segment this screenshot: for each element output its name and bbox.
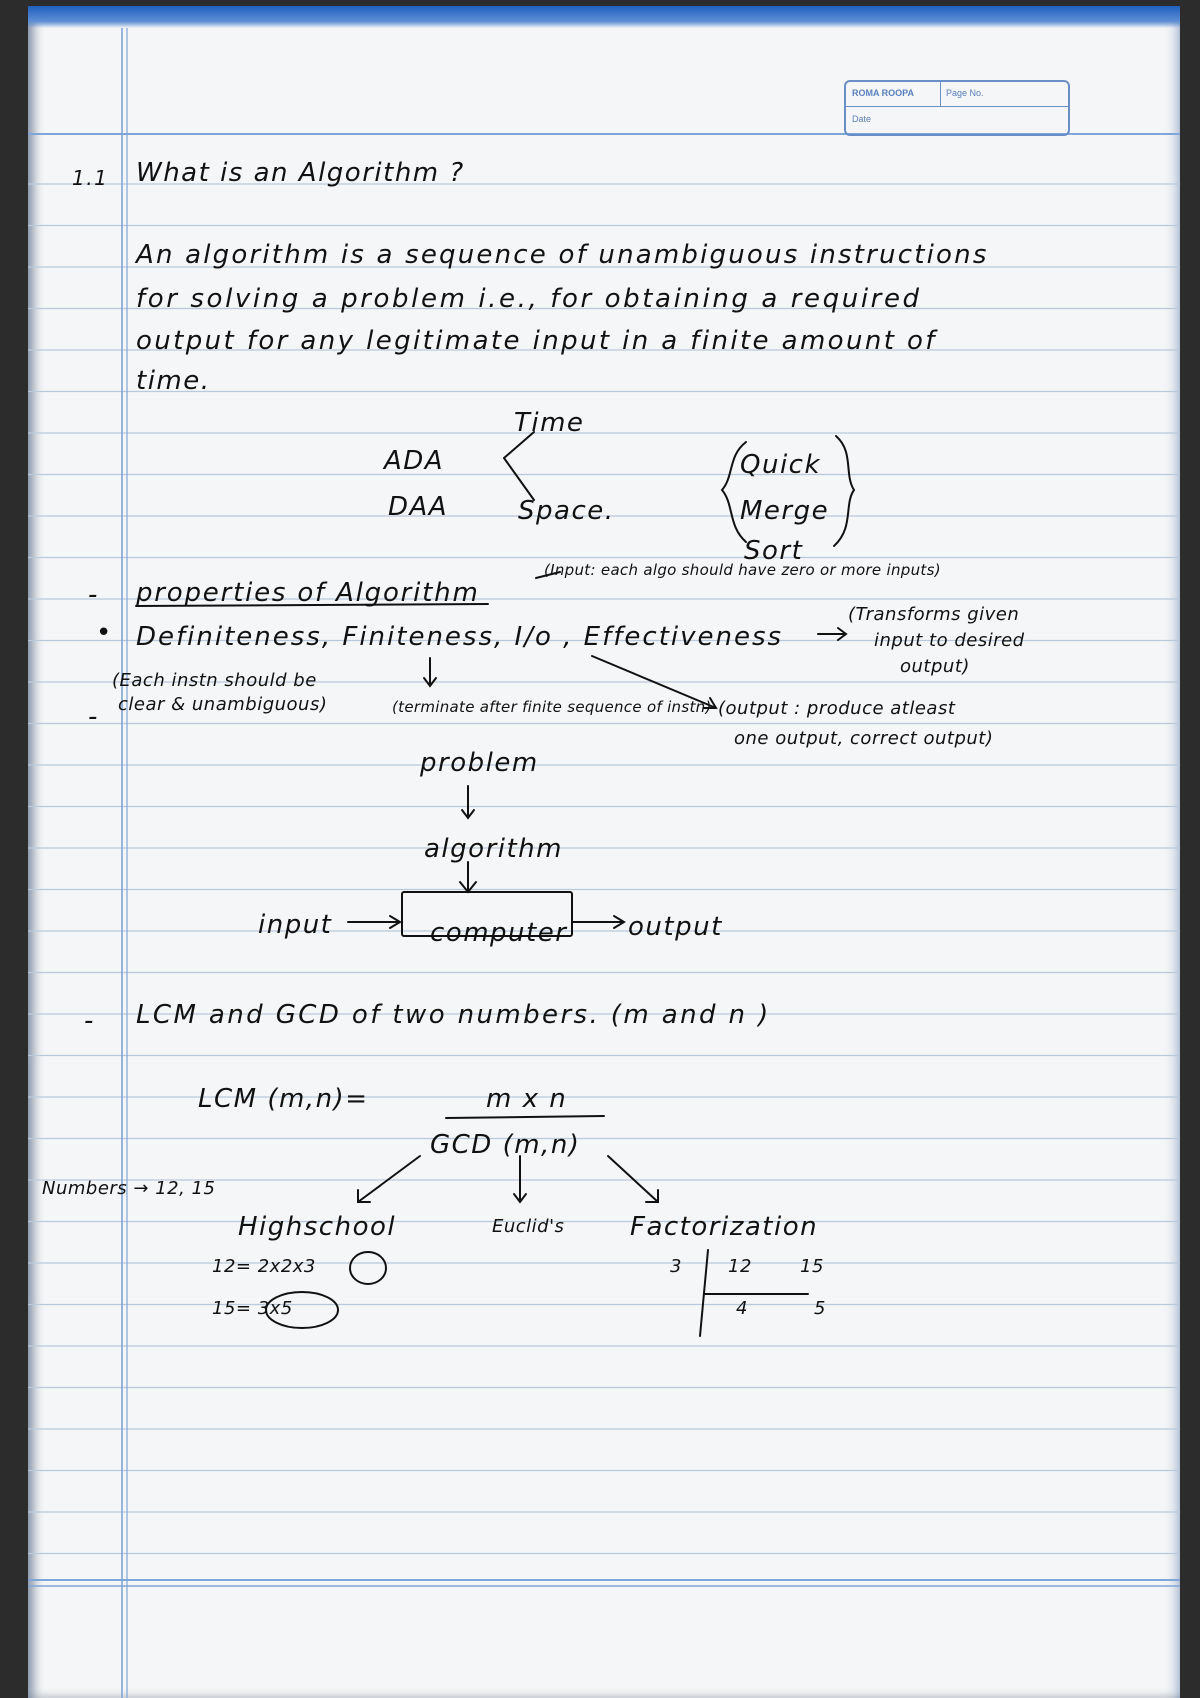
lcm-denominator: GCD (m,n) [430, 1130, 581, 1160]
finiteness-note: (terminate after finite sequence of instn) [392, 698, 712, 716]
effectiveness-note-3: output) [900, 656, 970, 677]
factor-row1-b: 15 [800, 1256, 824, 1277]
bullet-dot: • [96, 618, 113, 648]
factor-divisor: 3 [670, 1256, 682, 1277]
definiteness-note-1: (Each instn should be [112, 670, 317, 691]
lcm-heading: LCM and GCD of two numbers. (m and n ) [136, 1000, 771, 1030]
flow-problem: problem [420, 748, 539, 778]
date-label: Date [852, 114, 872, 124]
ada-label: ADA [384, 446, 445, 476]
definiteness-note-2: clear & unambiguous) [118, 694, 328, 715]
method-factorization: Factorization [630, 1212, 819, 1242]
factor-row2-a: 4 [736, 1298, 748, 1319]
numbers-label: Numbers → 12, 15 [42, 1178, 216, 1199]
daa-label: DAA [388, 492, 449, 522]
flow-input: input [258, 910, 333, 940]
bullet-dash: - [88, 580, 99, 610]
page-no-label: Page No. [946, 88, 984, 98]
output-note-1: (output : produce atleast [718, 698, 956, 719]
effectiveness-note-2: input to desired [874, 630, 1025, 651]
page-header-stamp [844, 80, 1070, 136]
bullet-dash: - [88, 702, 99, 732]
highschool-12: 12= 2x2x3 [212, 1256, 316, 1277]
definition-line-1: An algorithm is a sequence of unambiguous instructions [136, 240, 989, 270]
brand-label: ROMA ROOPA [852, 88, 914, 98]
lcm-numerator: m x n [486, 1084, 568, 1114]
flow-computer: computer [430, 918, 568, 948]
definition-line-2: for solving a problem i.e., for obtaining a required [136, 284, 922, 314]
factor-row2-b: 5 [814, 1298, 826, 1319]
sort-merge: Merge [740, 496, 830, 526]
properties-heading: properties of Algorithm [136, 578, 480, 608]
flow-output: output [628, 912, 723, 942]
factor-row1-a: 12 [728, 1256, 752, 1277]
io-note: (Input: each algo should have zero or more inputs) [544, 561, 941, 579]
definition-line-3: output for any legitimate input in a finite amount of [136, 326, 937, 356]
lcm-formula-left: LCM (m,n)= [198, 1084, 369, 1114]
method-highschool: Highschool [238, 1212, 397, 1242]
flow-algorithm: algorithm [424, 834, 563, 864]
notebook-page [28, 6, 1180, 1698]
bullet-dash: - [84, 1006, 95, 1036]
method-euclid: Euclid's [492, 1216, 565, 1237]
branch-time: Time [514, 408, 585, 438]
section-number: 1.1 [72, 166, 109, 190]
stamp-divider-vertical [940, 82, 941, 106]
output-note-2: one output, correct output) [734, 728, 994, 749]
stamp-divider [846, 106, 1068, 107]
section-title: What is an Algorithm ? [136, 158, 465, 188]
effectiveness-note-1: (Transforms given [848, 604, 1020, 625]
branch-space: Space. [518, 496, 615, 526]
highschool-15: 15= 3x5 [212, 1298, 293, 1319]
properties-list: Definiteness, Finiteness, I/o , Effectiveness [136, 622, 784, 652]
sort-quick: Quick [740, 450, 822, 480]
definition-line-4: time. [136, 366, 211, 396]
sort-sort: Sort [744, 536, 804, 566]
